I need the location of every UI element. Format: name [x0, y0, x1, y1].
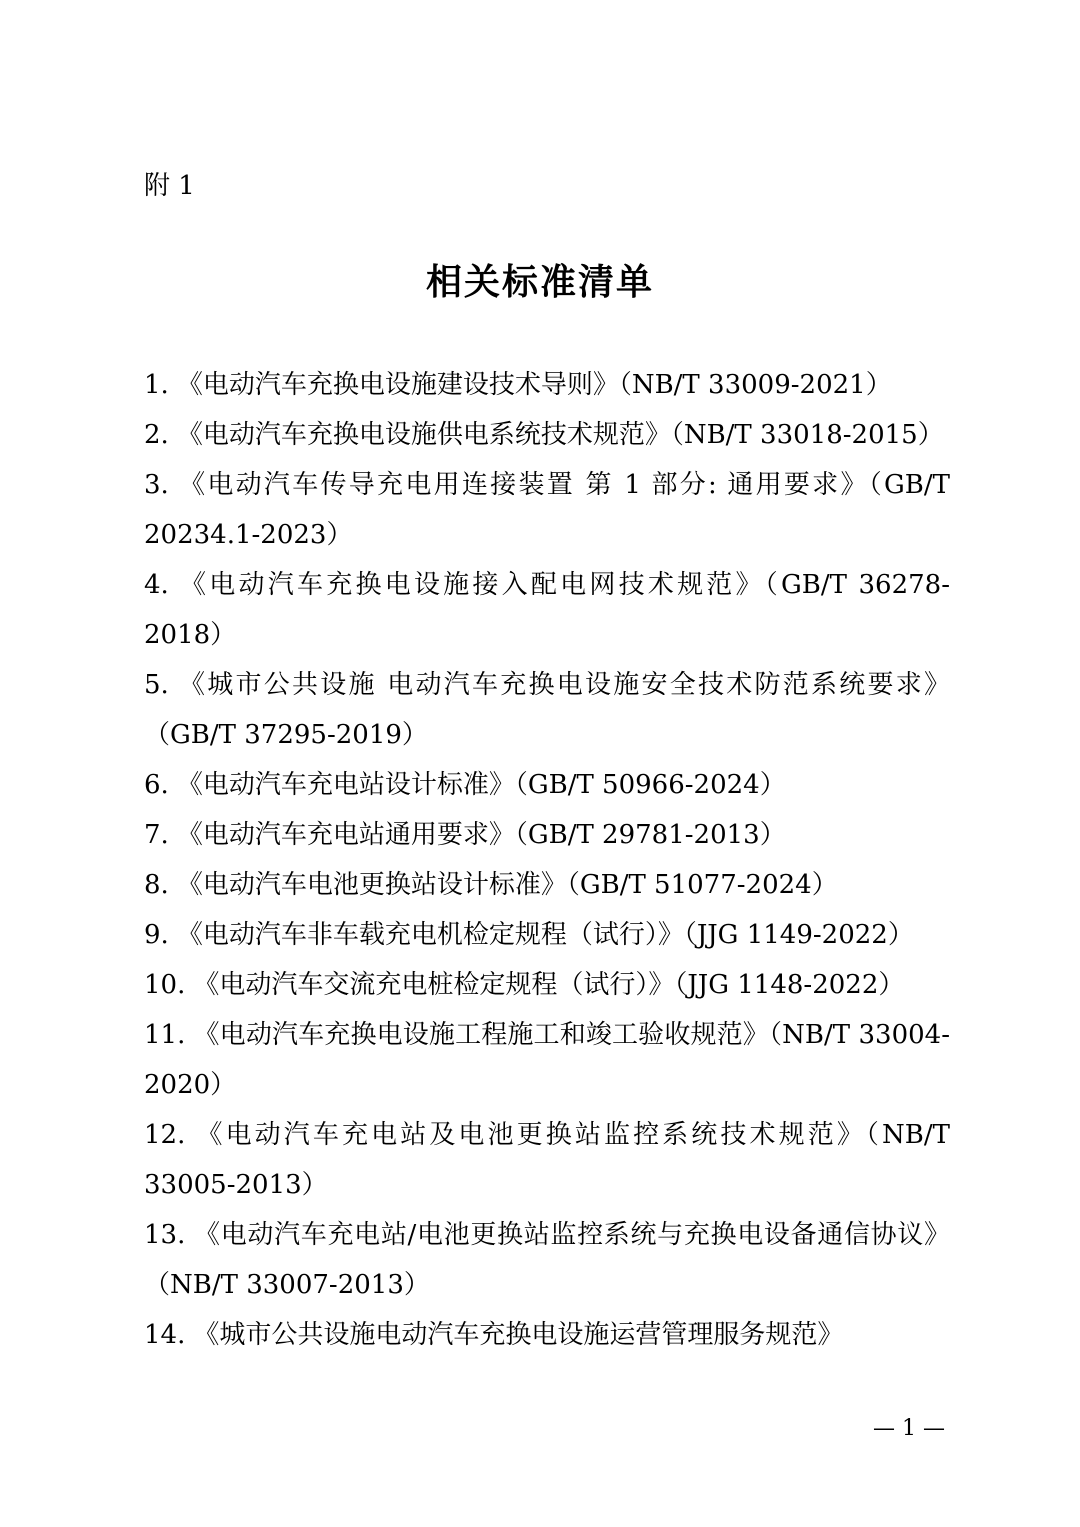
- standards-list: [144, 360, 950, 1360]
- standard-text: 《电动汽车充换电设施接入配电网技术规范》（GB/T 36278-2018）: [144, 570, 950, 650]
- list-item: [144, 360, 950, 410]
- item-number: 6.: [144, 770, 169, 800]
- item-number: 8.: [144, 870, 169, 900]
- list-item: [144, 460, 950, 560]
- item-number: 1.: [144, 370, 169, 400]
- standard-text: 《城市公共设施 电动汽车充换电设施安全技术防范系统要求》（GB/T 37295-2019）: [144, 670, 950, 750]
- item-number: 13.: [144, 1220, 186, 1250]
- standard-text: 《电动汽车交流充电桩检定规程（试行）》（JJG 1148-2022）: [193, 970, 905, 1000]
- standard-text: 《电动汽车充换电设施工程施工和竣工验收规范》（NB/T 33004-2020）: [144, 1020, 950, 1100]
- list-item: [144, 1010, 950, 1110]
- list-item: [144, 1110, 950, 1210]
- item-number: 4.: [144, 570, 169, 600]
- list-item: [144, 1310, 950, 1360]
- standard-text: 《电动汽车充换电设施建设技术导则》（NB/T 33009-2021）: [176, 370, 892, 400]
- item-number: 5.: [144, 670, 169, 700]
- standard-text: 《城市公共设施电动汽车充换电设施运营管理服务规范》: [193, 1320, 844, 1350]
- standard-text: 《电动汽车充电站通用要求》（GB/T 29781-2013）: [176, 820, 786, 850]
- standard-text: 《电动汽车传导充电用连接装置 第 1 部分: 通用要求》（GB/T 20234.1-2023）: [144, 470, 950, 550]
- list-item: [144, 560, 950, 660]
- item-number: 12.: [144, 1120, 186, 1150]
- item-number: 14.: [144, 1320, 186, 1350]
- standard-text: 《电动汽车充电站及电池更换站监控系统技术规范》（NB/T 33005-2013）: [144, 1120, 950, 1200]
- list-item: [144, 410, 950, 460]
- item-number: 3.: [144, 470, 169, 500]
- list-item: [144, 660, 950, 760]
- list-item: [144, 760, 950, 810]
- item-number: 10.: [144, 970, 186, 1000]
- attachment-label: 附 1: [144, 171, 195, 201]
- list-item: [144, 960, 950, 1010]
- item-number: 2.: [144, 420, 169, 450]
- item-number: 11.: [144, 1020, 186, 1050]
- page-number: — 1 —: [873, 1416, 945, 1441]
- page-title: 相关标准清单: [425, 261, 654, 303]
- list-item: [144, 860, 950, 910]
- standard-text: 《电动汽车充电站/电池更换站监控系统与充换电设备通信协议》（NB/T 33007-2013）: [144, 1220, 950, 1300]
- list-item: [144, 1210, 950, 1310]
- list-item: [144, 810, 950, 860]
- item-number: 9.: [144, 920, 169, 950]
- standard-text: 《电动汽车充换电设施供电系统技术规范》（NB/T 33018-2015）: [176, 420, 944, 450]
- standard-text: 《电动汽车电池更换站设计标准》（GB/T 51077-2024）: [176, 870, 838, 900]
- standard-text: 《电动汽车充电站设计标准》（GB/T 50966-2024）: [176, 770, 786, 800]
- item-number: 7.: [144, 820, 169, 850]
- standard-text: 《电动汽车非车载充电机检定规程（试行）》（JJG 1149-2022）: [176, 920, 914, 950]
- list-item: [144, 910, 950, 960]
